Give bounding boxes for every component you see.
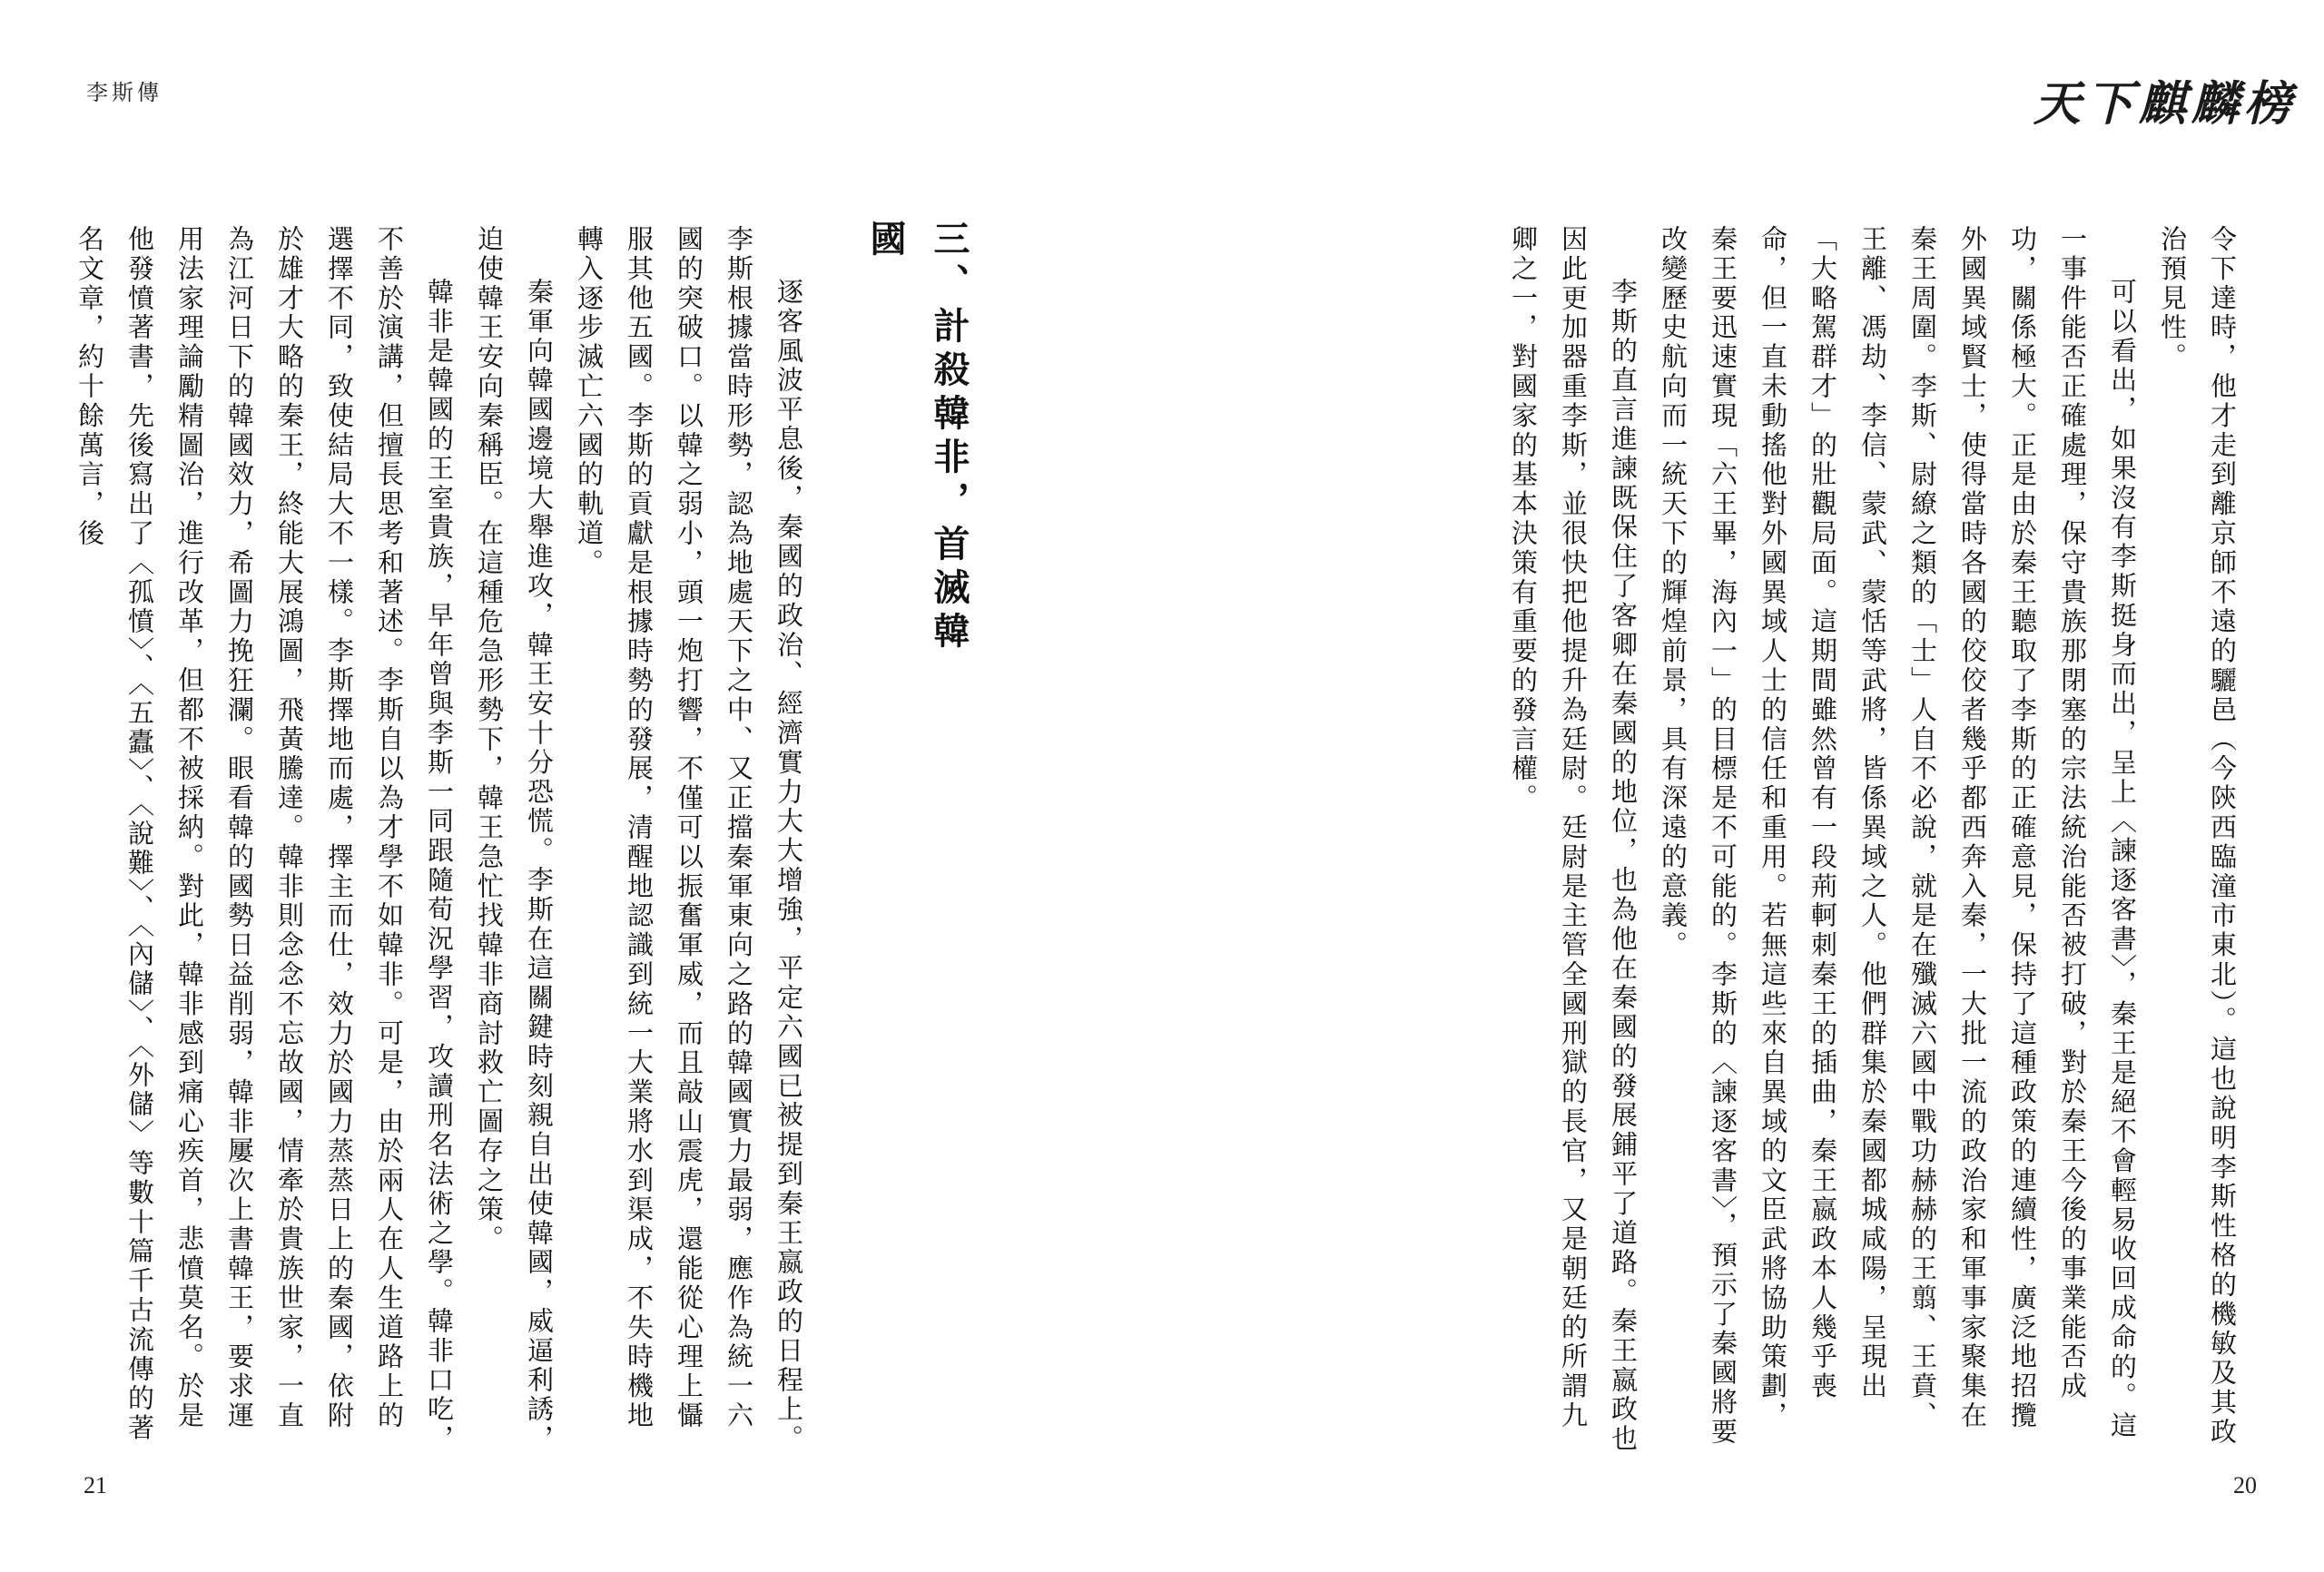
left-page-body xyxy=(74,225,813,1459)
right-paragraph-1: 令下達時，他才走到離京師不遠的驪邑（今陝西臨潼市東北）。這也說明李斯性格的機敏及其政治預見性。 xyxy=(2157,225,2238,1448)
page-number-right: 20 xyxy=(2233,1472,2257,1498)
right-page-body xyxy=(926,225,2247,1459)
right-paragraph-2: 可以看出，如果沒有李斯挺身而出，呈上〈諫逐客書〉，秦王是絕不會輕易收回成命的。這一事件能否正確處理，保守貴族那閉塞的宗法統治能否被打破，對於秦王今後的事業能否成功，關係極大。正是由於秦王聽取了李斯的正確意見，保持了這種政策的連續性，廣泛地招攬外國異域賢士，使得當時各國的佼佼者幾乎都西奔入秦，一大批一流的政治家和軍事家聚集在秦王周圍。李斯、尉繚之類的「士」人自不必說，就是在殲滅六國中戰功赫赫的王翦、王賁、王離、馮劫、李信、蒙武、蒙恬等武將，皆係異域之人。他們群集於秦國都城咸陽，呈現出「大略駕群才」的壯觀局面。這期間雖然曾有一段荊軻刺秦王的插曲，秦王嬴政本人幾乎喪命，但一直未動搖他對外國異域人士的信任和重用。若無這些來自異域的文臣武將協助策劃，秦王要迅速實現「六王畢，海內一」的目標是不可能的。李斯的〈諫逐客書〉，預示了秦國將要改變歷史航向而一統天下的輝煌前景，具有深遠的意義。 xyxy=(1658,225,2138,1448)
running-title-left: 李斯傳 xyxy=(86,80,162,105)
right-paragraph-3: 李斯的直言進諫既保住了客卿在秦國的地位，也為他在秦國的發展鋪平了道路。秦王嬴政也因此更加器重李斯，並很快把他提升為廷尉。廷尉是主管全國刑獄的長官，又是朝廷的所謂九卿之一，對國家的基本決策有重要的發言權。 xyxy=(1508,225,1639,1454)
left-paragraph-2: 秦軍向韓國邊境大舉進攻，韓王安十分恐慌。李斯在這關鍵時刻親自出使韓國，威逼利誘，迫使韓王安向秦稱臣。在這種危急形勢下，韓王急忙找韓非商討救亡圖存之策。 xyxy=(474,225,555,1454)
left-paragraph-3: 韓非是韓國的王室貴族，早年曾與李斯一同跟隨荀況學習，攻讀刑名法術之學。韓非口吃，不善於演講，但擅長思考和著述。李斯自以為才學不如韓非。可是，由於兩人在人生道路上的選擇不同，致使結局大不一樣。李斯擇地而處，擇主而仕，效力於國力蒸蒸日上的秦國，依附於雄才大略的秦王，終能大展鴻圖，飛黃騰達。韓非則念念不忘故國，情牽於貴族世家，一直為江河日下的韓國效力，希圖力挽狂瀾。眼看韓的國勢日益削弱，韓非屢次上書韓王，要求運用法家理論勵精圖治，進行改革，但都不被採納。對此，韓非感到痛心疾首，悲憤莫名。於是他發憤著書，先後寫出了〈孤憤〉、〈五蠹〉、〈說難〉、〈內儲〉、〈外儲〉等數十篇千古流傳的著名文章，約十餘萬言，後 xyxy=(74,225,455,1454)
series-title-right: 天下麒麟榜 xyxy=(2034,76,2298,132)
section-heading: 三、計殺韓非，首滅韓國 xyxy=(864,220,970,655)
left-paragraph-1: 逐客風波平息後，秦國的政治、經濟實力大大增強，平定六國已被提到秦王嬴政的日程上。李斯根據當時形勢，認為地處天下之中、又正擋秦軍東向之路的韓國實力最弱，應作為統一六國的突破口。以韓之弱小，頭一炮打響，不僅可以振奮軍威，而且敲山震虎，還能從心理上懾服其他五國。李斯的貢獻是根據時勢的發展，清醒地認識到統一大業將水到渠成，不失時機地轉入逐步滅亡六國的軌道。 xyxy=(574,225,804,1454)
page-number-left: 21 xyxy=(84,1472,107,1498)
